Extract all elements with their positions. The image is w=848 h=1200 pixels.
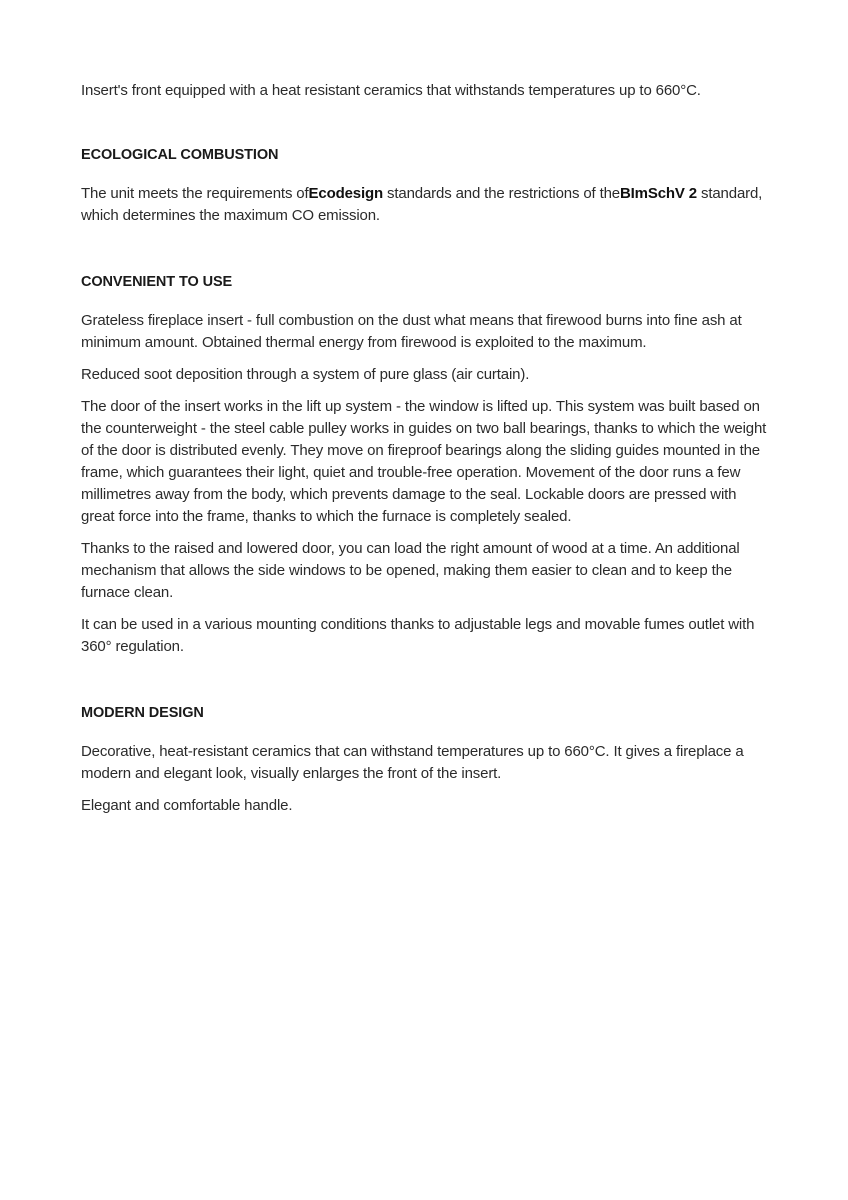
modern-paragraph: Decorative, heat-resistant ceramics that can withstand temperatures up to 660°C. It gives a fireplace a modern and elegant look, visually enlarges the front of the insert. [81,743,744,782]
ecological-combustion-heading: ECOLOGICAL COMBUSTION [81,147,279,163]
ecodesign-bold: Ecodesign [308,185,384,202]
ecological-text-a: The unit meets the requirements of [81,185,309,202]
modern-design-heading: MODERN DESIGN [81,705,204,721]
intro-paragraph: Insert's front equipped with a heat resistant ceramics that withstands temperatures up to 660°C. [81,82,701,99]
ecological-text-c: standard, which determines the maximum CO emission. [81,185,763,224]
modern-design-section [81,703,771,817]
convenient-to-use-heading: CONVENIENT TO USE [81,274,233,290]
bimschv-bold: BImSchV 2 [619,185,697,202]
ecological-combustion-paragraph [81,183,771,227]
convenient-to-use-section [81,272,771,658]
convenient-paragraph: Reduced soot deposition through a system of pure glass (air curtain). [81,366,530,383]
convenient-paragraph: Grateless fireplace insert - full combustion on the dust what means that firewood burns into fine ash at minimum amount. Obtained thermal energy from firewood is exploited to the maximum. [81,312,742,351]
convenient-paragraph: Thanks to the raised and lowered door, you can load the right amount of wood at a time. An additional mechanism that allows the side windows to be opened, making them easier to clean and to keep the furnace clean. [81,540,740,601]
convenient-paragraph: The door of the insert works in the lift up system - the window is lifted up. This system was built based on the counterweight - the steel cable pulley works in guides on two ball bearings, thanks to which the weight of the door is distributed evenly. They move on fireproof bearings along the sliding guides mounted in the frame, which guarantees their light, quiet and trouble-free operation. Movement of the door runs a few millimetres away from the body, which prevents damage to the seal. Lockable doors are pressed with great force into the frame, thanks to which the furnace is completely sealed. [81,398,767,525]
ecological-text-b: standards and the restrictions of the [383,185,620,202]
document-page [81,80,771,862]
ecological-combustion-section [81,145,771,227]
modern-paragraph: Elegant and comfortable handle. [81,797,293,814]
convenient-paragraph: It can be used in a various mounting conditions thanks to adjustable legs and movable fumes outlet with 360° regulation. [81,616,755,655]
